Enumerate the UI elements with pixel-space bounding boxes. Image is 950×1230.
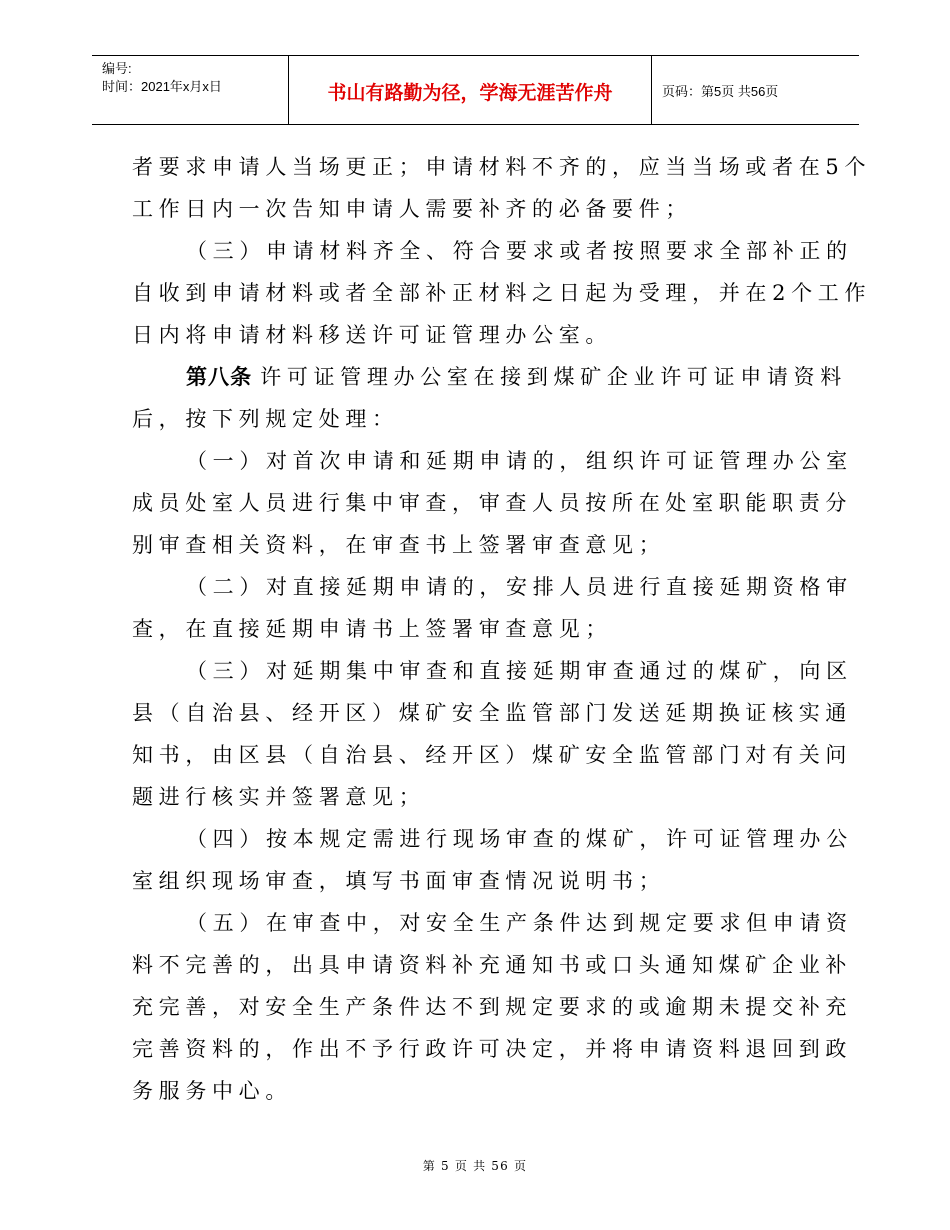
- paragraph-line: 料不完善的，出具申请资料补充通知书或口头通知煤矿企业补: [132, 953, 853, 977]
- paragraph-line: 成员处室人员进行集中审查，审查人员按所在处室职能职责分: [132, 491, 853, 515]
- paragraph-line: 知书，由区县（自治县、经开区）煤矿安全监管部门对有关问: [132, 743, 853, 767]
- paragraph-line: 别审查相关资料，在审查书上签署审查意见；: [132, 533, 666, 557]
- header-page-info: 页码：第5页 共56页: [662, 84, 779, 99]
- header-meta: [92, 56, 288, 124]
- page-header: [92, 55, 859, 125]
- header-page-cell: [650, 56, 859, 124]
- paragraph-line: 查，在直接延期申请书上签署审查意见；: [132, 617, 613, 641]
- paragraph-line: （三）申请材料齐全、符合要求或者按照要求全部补正的: [186, 239, 853, 263]
- article-heading-line: [132, 356, 847, 398]
- paragraph-line: 题进行核实并签署意见；: [132, 785, 426, 809]
- paragraph-line: 后，按下列规定处理：: [132, 407, 399, 431]
- paragraph-line: 完善资料的，作出不予行政许可决定，并将申请资料退回到政: [132, 1037, 853, 1061]
- paragraph-line: 自收到申请材料或者全部补正材料之日起为受理，并在2个工作: [132, 281, 872, 305]
- document-body: [132, 146, 872, 1112]
- document-time-label: 时间：2021年x月x日: [102, 79, 222, 94]
- paragraph-line: （一）对首次申请和延期申请的，组织许可证管理办公室: [186, 449, 853, 473]
- paragraph-line: （五）在审查中，对安全生产条件达到规定要求但申请资: [186, 911, 853, 935]
- page-footer: 第 5 页 共 56 页: [422, 1159, 528, 1173]
- paragraph-line: 者要求申请人当场更正；申请材料不齐的，应当当场或者在5个: [132, 155, 872, 179]
- paragraph-line: 务服务中心。: [132, 1079, 293, 1103]
- article-number: 第八条: [186, 365, 253, 389]
- paragraph-line: 日内将申请材料移送许可证管理办公室。: [132, 323, 613, 347]
- paragraph-line: 室组织现场审查，填写书面审查情况说明书；: [132, 869, 666, 893]
- paragraph-line: （二）对直接延期申请的，安排人员进行直接延期资格审: [186, 575, 853, 599]
- header-motto: 书山有路勤为径，学海无涯苦作舟: [327, 82, 613, 104]
- article-text: 许可证管理办公室在接到煤矿企业许可证申请资料: [260, 365, 847, 389]
- header-motto-cell: [288, 56, 652, 124]
- document-number-label: 编号:: [102, 61, 132, 76]
- paragraph-line: （四）按本规定需进行现场审查的煤矿，许可证管理办公: [186, 827, 853, 851]
- paragraph-line: 县（自治县、经开区）煤矿安全监管部门发送延期换证核实通: [132, 701, 853, 725]
- paragraph-line: （三）对延期集中审查和直接延期审查通过的煤矿，向区: [186, 659, 853, 683]
- paragraph-line: 充完善，对安全生产条件达不到规定要求的或逾期未提交补充: [132, 995, 853, 1019]
- paragraph-line: 工作日内一次告知申请人需要补齐的必备要件；: [132, 197, 693, 221]
